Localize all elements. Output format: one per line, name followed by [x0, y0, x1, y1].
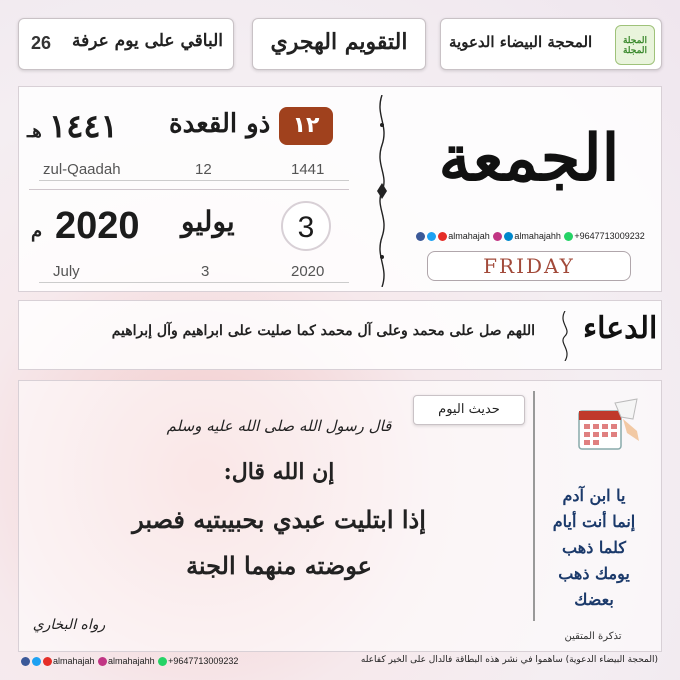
hadith-tag-box: [413, 395, 525, 425]
footer-phone: +9647713009232: [168, 656, 239, 666]
calendar-title: التقويم الهجري: [270, 29, 408, 55]
hijri-year-num: 1441: [291, 161, 325, 178]
dua-label: الدعاء: [583, 311, 658, 346]
gregorian-day: 3: [297, 211, 315, 244]
countdown-label: الباقي على يوم عرفة: [71, 31, 223, 51]
gregorian-year-num: 2020: [291, 263, 325, 280]
social-handle-2: almahajahh: [514, 231, 561, 241]
footer-text: (المحجة البيضاء الدعوية) ساهموا في نشر هذه البطاقة فالدال على الخير كفاعله: [360, 655, 658, 665]
footer-youtube-icon: [43, 657, 52, 666]
hijri-month-ar: ذو القعدة: [169, 109, 271, 139]
brand-box: [440, 18, 662, 70]
gregorian-year-suffix: م: [31, 221, 43, 242]
hadith-tag: حديث اليوم: [438, 402, 500, 417]
hijri-day-badge-text: ١٢: [292, 113, 320, 138]
hijri-day-badge: [279, 107, 333, 145]
reminder-caption: تذكرة المتقين: [564, 631, 622, 642]
hadith-panel: [18, 380, 662, 652]
twitter-icon: [427, 232, 436, 241]
ornament-divider-icon: [371, 95, 393, 287]
reminder-lines: [539, 483, 649, 613]
gregorian-year: 2020: [55, 205, 140, 247]
dua-ornament: [555, 311, 575, 361]
hadith-intro: قال رسول الله صلى الله عليه وسلم: [166, 417, 392, 435]
footer-twitter-icon: [32, 657, 41, 666]
hadith-narrator: رواه البخاري: [32, 617, 106, 633]
reminder-line-2: إنما أنت أيام: [552, 512, 636, 531]
day-name-english-box: [427, 251, 631, 281]
calendar-icon: [571, 397, 641, 457]
ornament-icon: [555, 311, 575, 361]
day-name-arabic: الجمعة: [438, 121, 620, 196]
footer-handle-2: almahajahh: [108, 656, 155, 666]
footer-whatsapp-icon: [158, 657, 167, 666]
footer-facebook-icon: [21, 657, 30, 666]
footer-handle-1: almahajah: [53, 656, 95, 666]
reminder-line-3: كلما ذهب: [562, 538, 626, 557]
whatsapp-icon: [564, 232, 573, 241]
footer: [18, 652, 662, 672]
dua-text: اللهم صل على محمد وعلى آل محمد كما صليت على ابراهيم وآل إبراهيم: [111, 323, 535, 339]
ornament-divider: [371, 95, 393, 287]
countdown-value: 26: [31, 33, 52, 53]
hadith-line1: إن الله قال:: [223, 459, 335, 485]
date-panel: [18, 86, 662, 292]
hijri-year-suffix: هـ: [27, 121, 42, 142]
social-row: [403, 231, 657, 241]
dua-panel: [18, 300, 662, 370]
reminder-column: [533, 391, 653, 645]
brand-title: المحجة البيضاء الدعوية: [449, 33, 593, 51]
hijri-month-en: zul-Qaadah: [43, 161, 121, 178]
facebook-icon: [416, 232, 425, 241]
telegram-icon: [504, 232, 513, 241]
hadith-line2: إذا ابتليت عبدي بحبيبتيه فصبر: [132, 505, 426, 534]
gregorian-day-circle: [281, 201, 331, 251]
youtube-icon: [438, 232, 447, 241]
day-name-english: FRIDAY: [483, 254, 575, 278]
calendar-title-box: [252, 18, 426, 70]
gregorian-day-num: 3: [201, 263, 210, 280]
footer-instagram-icon: [98, 657, 107, 666]
gregorian-month-en: July: [53, 263, 80, 280]
countdown-box: [18, 18, 234, 70]
instagram-icon: [493, 232, 502, 241]
reminder-line-4: يومك ذهب: [558, 564, 630, 583]
brand-logo: [615, 25, 655, 65]
reminder-line-5: بعضك: [574, 590, 614, 609]
row-divider: [29, 189, 349, 190]
hijri-day-num: 12: [195, 161, 212, 178]
reminder-border: [533, 391, 537, 621]
gregorian-month-ar: يوليو: [181, 205, 235, 238]
reminder-line-1: يا ابن آدم: [562, 486, 626, 505]
social-handle-1: almahajah: [448, 231, 490, 241]
social-phone: +9647713009232: [574, 231, 645, 241]
hadith-line3: عوضته منهما الجنة: [186, 551, 372, 580]
brand-logo-text: المجلة المجلة: [622, 36, 648, 56]
footer-social: [20, 656, 238, 666]
hijri-year-ar: ١٤٤١: [49, 107, 118, 145]
